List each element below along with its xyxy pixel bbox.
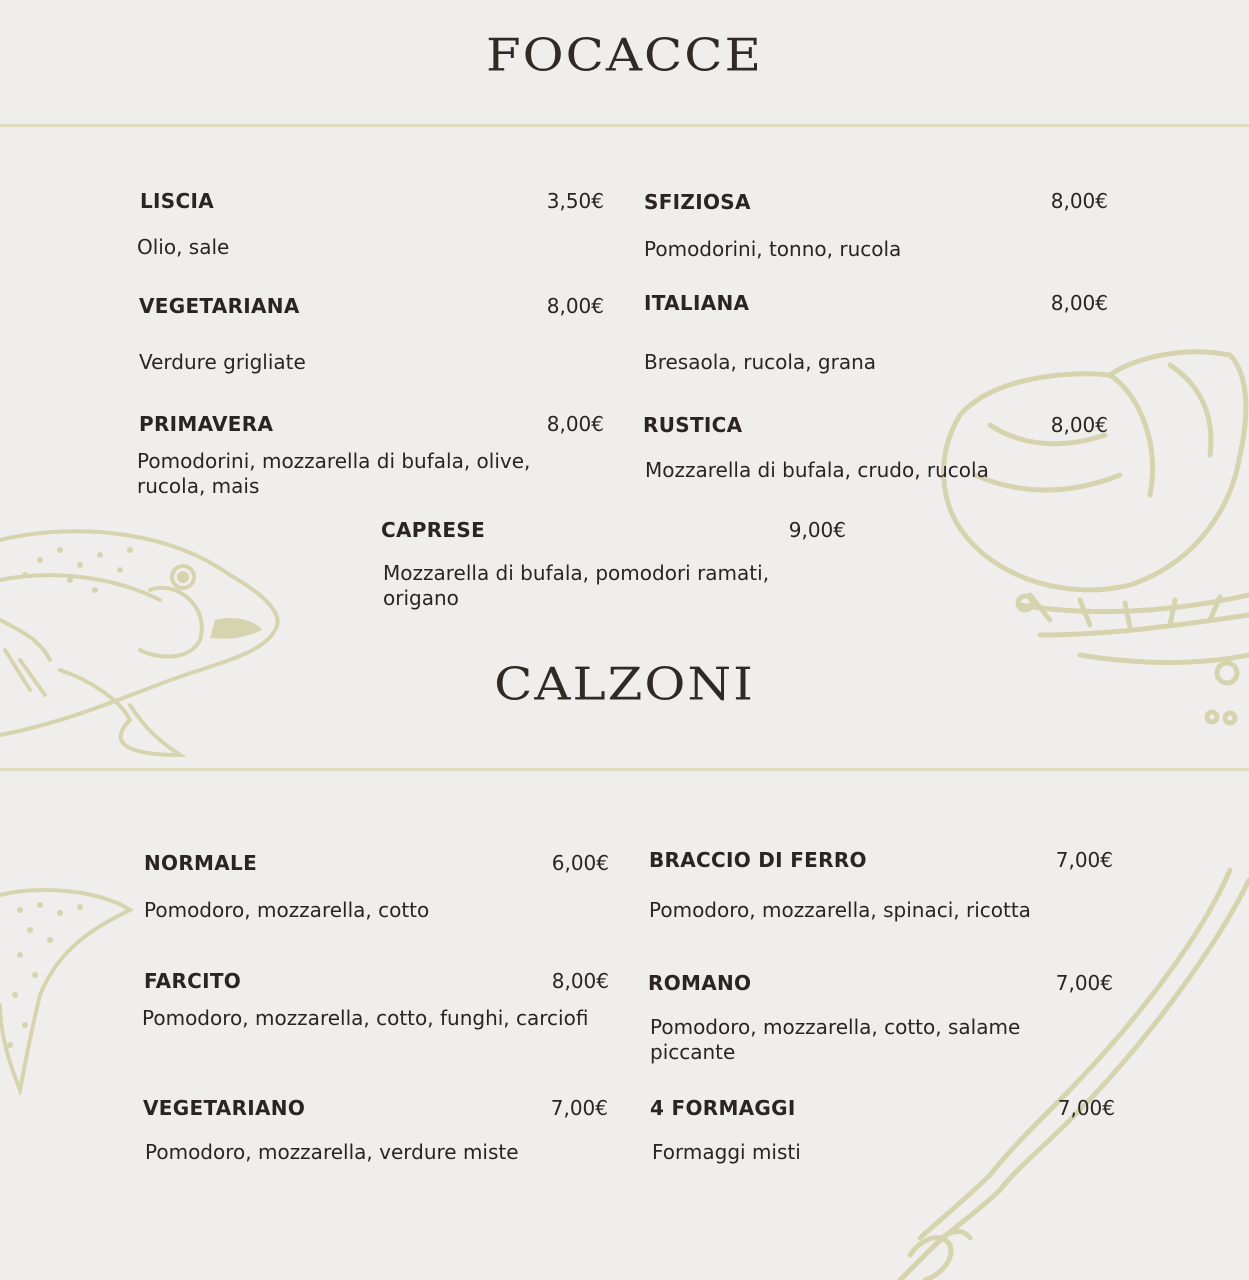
menu-item-4-formaggi — [650, 1096, 1115, 1176]
menu-item-normale — [144, 851, 609, 931]
item-price: 8,00€ — [1050, 291, 1108, 315]
item-description: Pomodorini, mozzarella di bufala, olive, rucola, mais — [137, 449, 531, 498]
item-description: Mozzarella di bufala, pomodori ramati, origano — [383, 561, 770, 610]
menu-item-caprese — [381, 518, 846, 618]
item-description: Pomodoro, mozzarella, verdure miste — [145, 1140, 519, 1164]
item-description: Olio, sale — [137, 235, 230, 259]
item-description: Mozzarella di bufala, crudo, rucola — [645, 458, 989, 482]
item-price: 7,00€ — [550, 1096, 608, 1120]
item-name: FARCITO — [144, 969, 242, 993]
menu-item-sfiziosa — [644, 189, 1108, 269]
menu-item-liscia — [139, 189, 604, 269]
item-price: 7,00€ — [1057, 1096, 1115, 1120]
item-name: LISCIA — [140, 189, 214, 213]
item-description: Bresaola, rucola, grana — [644, 350, 877, 374]
focacce-divider — [0, 124, 1249, 127]
item-name: PRIMAVERA — [139, 412, 274, 436]
item-price: 9,00€ — [788, 518, 846, 542]
menu-item-vegetariana — [139, 294, 604, 384]
menu-item-vegetariano — [143, 1096, 608, 1176]
focacce-title: FOCACCE — [485, 28, 764, 82]
item-price: 6,00€ — [551, 851, 609, 875]
item-description: Pomodoro, mozzarella, cotto — [144, 898, 430, 922]
item-price: 7,00€ — [1055, 848, 1113, 872]
item-name: VEGETARIANA — [139, 294, 300, 318]
item-price: 7,00€ — [1055, 971, 1113, 995]
item-name: NORMALE — [144, 851, 258, 875]
item-name: VEGETARIANO — [143, 1096, 306, 1120]
menu-item-braccio-di-ferro — [649, 848, 1113, 928]
item-name: SFIZIOSA — [644, 190, 751, 214]
item-name: ITALIANA — [644, 291, 750, 315]
menu-item-rustica — [643, 413, 1108, 493]
menu-item-primavera — [139, 412, 604, 502]
item-name: BRACCIO DI FERRO — [649, 848, 867, 872]
item-description: Pomodoro, mozzarella, spinaci, ricotta — [649, 898, 1031, 922]
item-price: 8,00€ — [551, 969, 609, 993]
item-description: Pomodoro, mozzarella, cotto, funghi, carciofi — [142, 1006, 589, 1030]
menu-item-farcito — [144, 969, 609, 1049]
item-name: 4 FORMAGGI — [650, 1096, 796, 1120]
item-name: CAPRESE — [381, 518, 486, 542]
item-description: Verdure grigliate — [139, 350, 306, 374]
calzoni-divider — [0, 768, 1249, 771]
item-price: 8,00€ — [1050, 189, 1108, 213]
calzoni-title: CALZONI — [494, 657, 755, 711]
menu-item-romano — [648, 971, 1113, 1071]
menu-item-italiana — [644, 291, 1108, 381]
item-price: 8,00€ — [1050, 413, 1108, 437]
item-name: RUSTICA — [643, 413, 743, 437]
item-description: Formaggi misti — [652, 1140, 801, 1164]
item-price: 8,00€ — [546, 294, 604, 318]
item-price: 8,00€ — [546, 412, 604, 436]
item-price: 3,50€ — [546, 189, 604, 213]
item-description: Pomodorini, tonno, rucola — [644, 237, 902, 261]
fish-tail-illustration — [0, 885, 140, 1095]
fish-illustration — [0, 520, 290, 770]
item-name: ROMANO — [648, 971, 752, 995]
item-description: Pomodoro, mozzarella, cotto, salame piccante — [650, 1015, 1021, 1064]
